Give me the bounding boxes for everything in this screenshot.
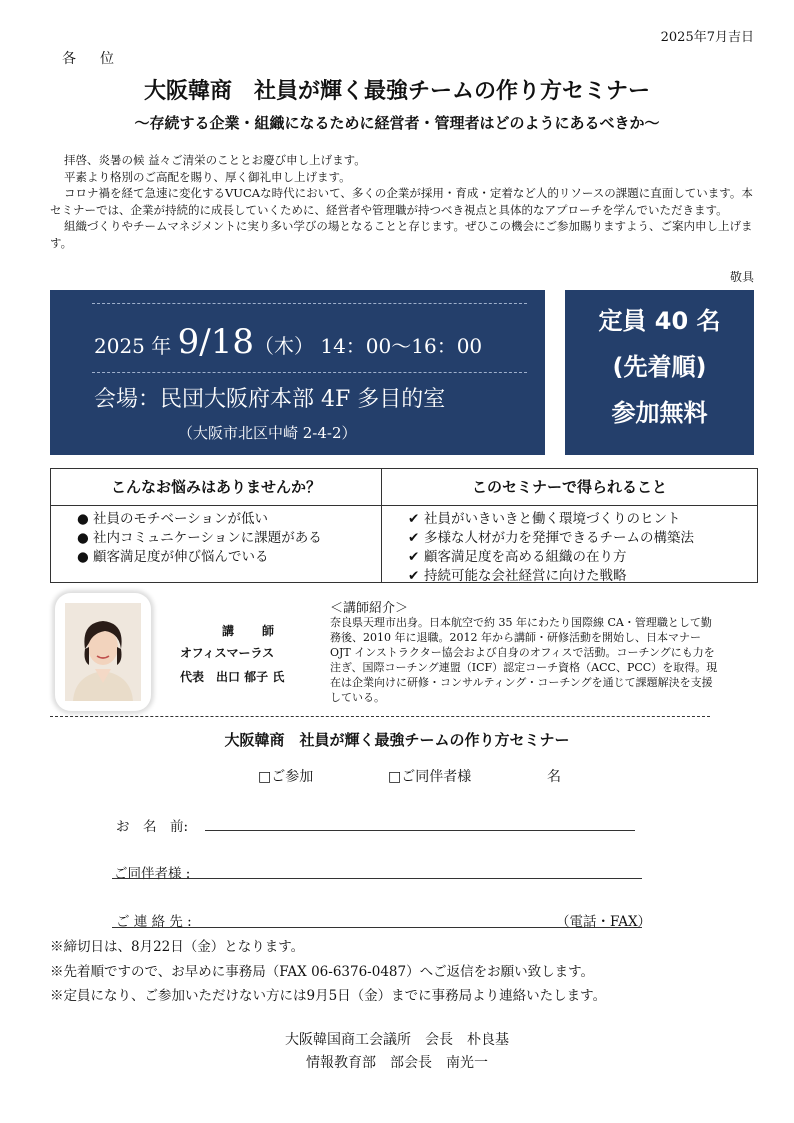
divider <box>92 303 527 304</box>
count-unit: 名 <box>547 769 561 785</box>
addressee-part: 各 <box>62 51 78 67</box>
list-item <box>77 510 381 529</box>
addressee <box>62 48 138 68</box>
bullet-icon: ● <box>77 530 89 546</box>
name-label: お 名 前: <box>116 819 189 835</box>
event-date: 9/18 <box>177 322 254 362</box>
divider <box>92 372 527 373</box>
page-subtitle: ～存続する企業・組織になるために経営者・管理者はどのようにあるべきか～ <box>134 114 660 132</box>
list-item <box>408 548 757 567</box>
contact-field[interactable] <box>112 927 642 928</box>
info-table <box>50 468 758 583</box>
instructor-office: オフィスマーラス <box>180 646 275 660</box>
list-item-text: 社員のモチベーションが低い <box>93 511 268 527</box>
greeting-line: コロナ禍を経て急速に変化するVUCAな時代において、多くの企業が採用・育成・定着など人的リソースの課題に直面しています。本セミナーでは、企業が持続的に成長していくために、経営者や管理職が持つべき視点と具体的なアプローチを学んでいただきます。 <box>50 186 753 217</box>
list-item-text: 顧客満足度を高める組織の在り方 <box>424 549 627 565</box>
event-weekday: （木） <box>253 334 314 358</box>
attend-checkbox[interactable]: □ご参加 <box>258 769 314 785</box>
event-datetime <box>94 322 482 362</box>
list-item <box>77 529 381 548</box>
list-item <box>408 529 757 548</box>
greeting-text <box>50 152 756 251</box>
document-date: 2025年7月吉日 <box>660 30 754 45</box>
greeting-line: 拝啓、炎暑の候 益々ご清栄のこととお慶び申し上げます。 <box>64 153 366 167</box>
bio-heading: ＜講師紹介＞ <box>330 601 409 616</box>
companion-label: ご同伴者様 : <box>114 866 191 882</box>
event-year: 2025 年 <box>94 334 172 358</box>
contact-suffix: （電話・FAX） <box>556 914 652 930</box>
bullet-icon: ● <box>77 511 89 527</box>
capacity-line: (先着順) <box>612 353 707 381</box>
capacity-box <box>565 290 754 455</box>
instructor-photo-frame <box>55 593 151 711</box>
benefits-column <box>382 469 757 582</box>
closing-text: 敬具 <box>729 270 754 284</box>
checkmark-icon: ✔ <box>408 549 420 565</box>
bullet-icon: ● <box>77 549 89 565</box>
cut-line <box>50 716 710 717</box>
greeting-line: 組織づくりやチームマネジメントに実り多い学びの場となることと存じます。ぜひこの機会にご参加賜りますよう、ご案内申し上げます。 <box>50 219 753 250</box>
greeting-line: 平素より格別のご高配を賜り、厚く御礼申し上げます。 <box>64 169 351 184</box>
capacity-line: 参加無料 <box>611 399 708 427</box>
problems-column <box>51 469 382 582</box>
checkmark-icon: ✔ <box>408 511 420 527</box>
benefits-heading: このセミナーで得られること <box>382 469 757 506</box>
problems-heading: こんなお悩みはありませんか？ <box>51 469 381 506</box>
companion-checkbox[interactable]: □ご同伴者様 <box>388 769 472 785</box>
list-item <box>77 548 381 567</box>
capacity-line: 定員 40 名 <box>598 307 721 335</box>
event-time: 14：00～16：00 <box>320 334 483 358</box>
event-venue: 会場：民団大阪府本部 4F 多目的室 <box>94 387 446 412</box>
footer-line: 大阪韓国商工会議所 会長 朴良基 <box>285 1032 509 1048</box>
form-title: 大阪韓商 社員が輝く最強チームの作り方セミナー <box>224 731 570 749</box>
instructor-photo <box>65 603 141 701</box>
page-title: 大阪韓商 社員が輝く最強チームの作り方セミナー <box>143 79 650 104</box>
list-item-text: 顧客満足度が伸び悩んでいる <box>93 549 269 565</box>
checkmark-icon: ✔ <box>408 568 420 584</box>
name-field[interactable] <box>205 830 635 831</box>
checkmark-icon: ✔ <box>408 530 420 546</box>
instructor-name: 代表 出口 郁子 氏 <box>180 670 285 684</box>
instructor-bio: 奈良県天理市出身。日本航空で約 35 年にわたり国際線 CA・管理職として勤務後、2010 年に退職。2012 年から講師・研修活動を開始し、日本マナーOJT インストラクター協会および自身のオフィスで活動。コーチングにも力を注ぎ、国際コーチング連盟（ICF）認定コーチ資格（ACC、PCC）を取得。現在は企業向けに研修・コンサルティング・コーチングを通じて課題解決を支援している。 <box>330 616 718 704</box>
list-item-text: 社内コミュニケーションに課題がある <box>93 530 322 546</box>
capacity-note: ※定員になり、ご参加いただけない方には9月5日（金）までに事務局より連絡いたします。 <box>50 988 607 1004</box>
deadline-note: ※締切日は、8月22日（金）となります。 <box>50 939 305 955</box>
list-item-text: 社員がいきいきと働く環境づくりのヒント <box>424 511 681 527</box>
event-info-box <box>50 290 545 455</box>
companion-field[interactable] <box>112 878 642 879</box>
footer-line: 情報教育部 部会長 南光一 <box>306 1055 488 1071</box>
list-item <box>408 567 757 586</box>
event-address: （大阪市北区中崎 2-4-2） <box>178 424 357 442</box>
addressee-part: 位 <box>100 51 116 67</box>
list-item <box>408 510 757 529</box>
list-item-text: 持続可能な会社経営に向けた戦略 <box>424 568 627 584</box>
contact-label: ご 連 絡 先 : <box>116 914 192 930</box>
instructor-role: 講 師 <box>222 624 283 638</box>
list-item-text: 多様な人材が力を発揮できるチームの構築法 <box>424 530 694 546</box>
reply-note: ※先着順ですので、お早めに事務局（FAX 06-6376-0487）へご返信をお願い致します。 <box>50 964 595 980</box>
